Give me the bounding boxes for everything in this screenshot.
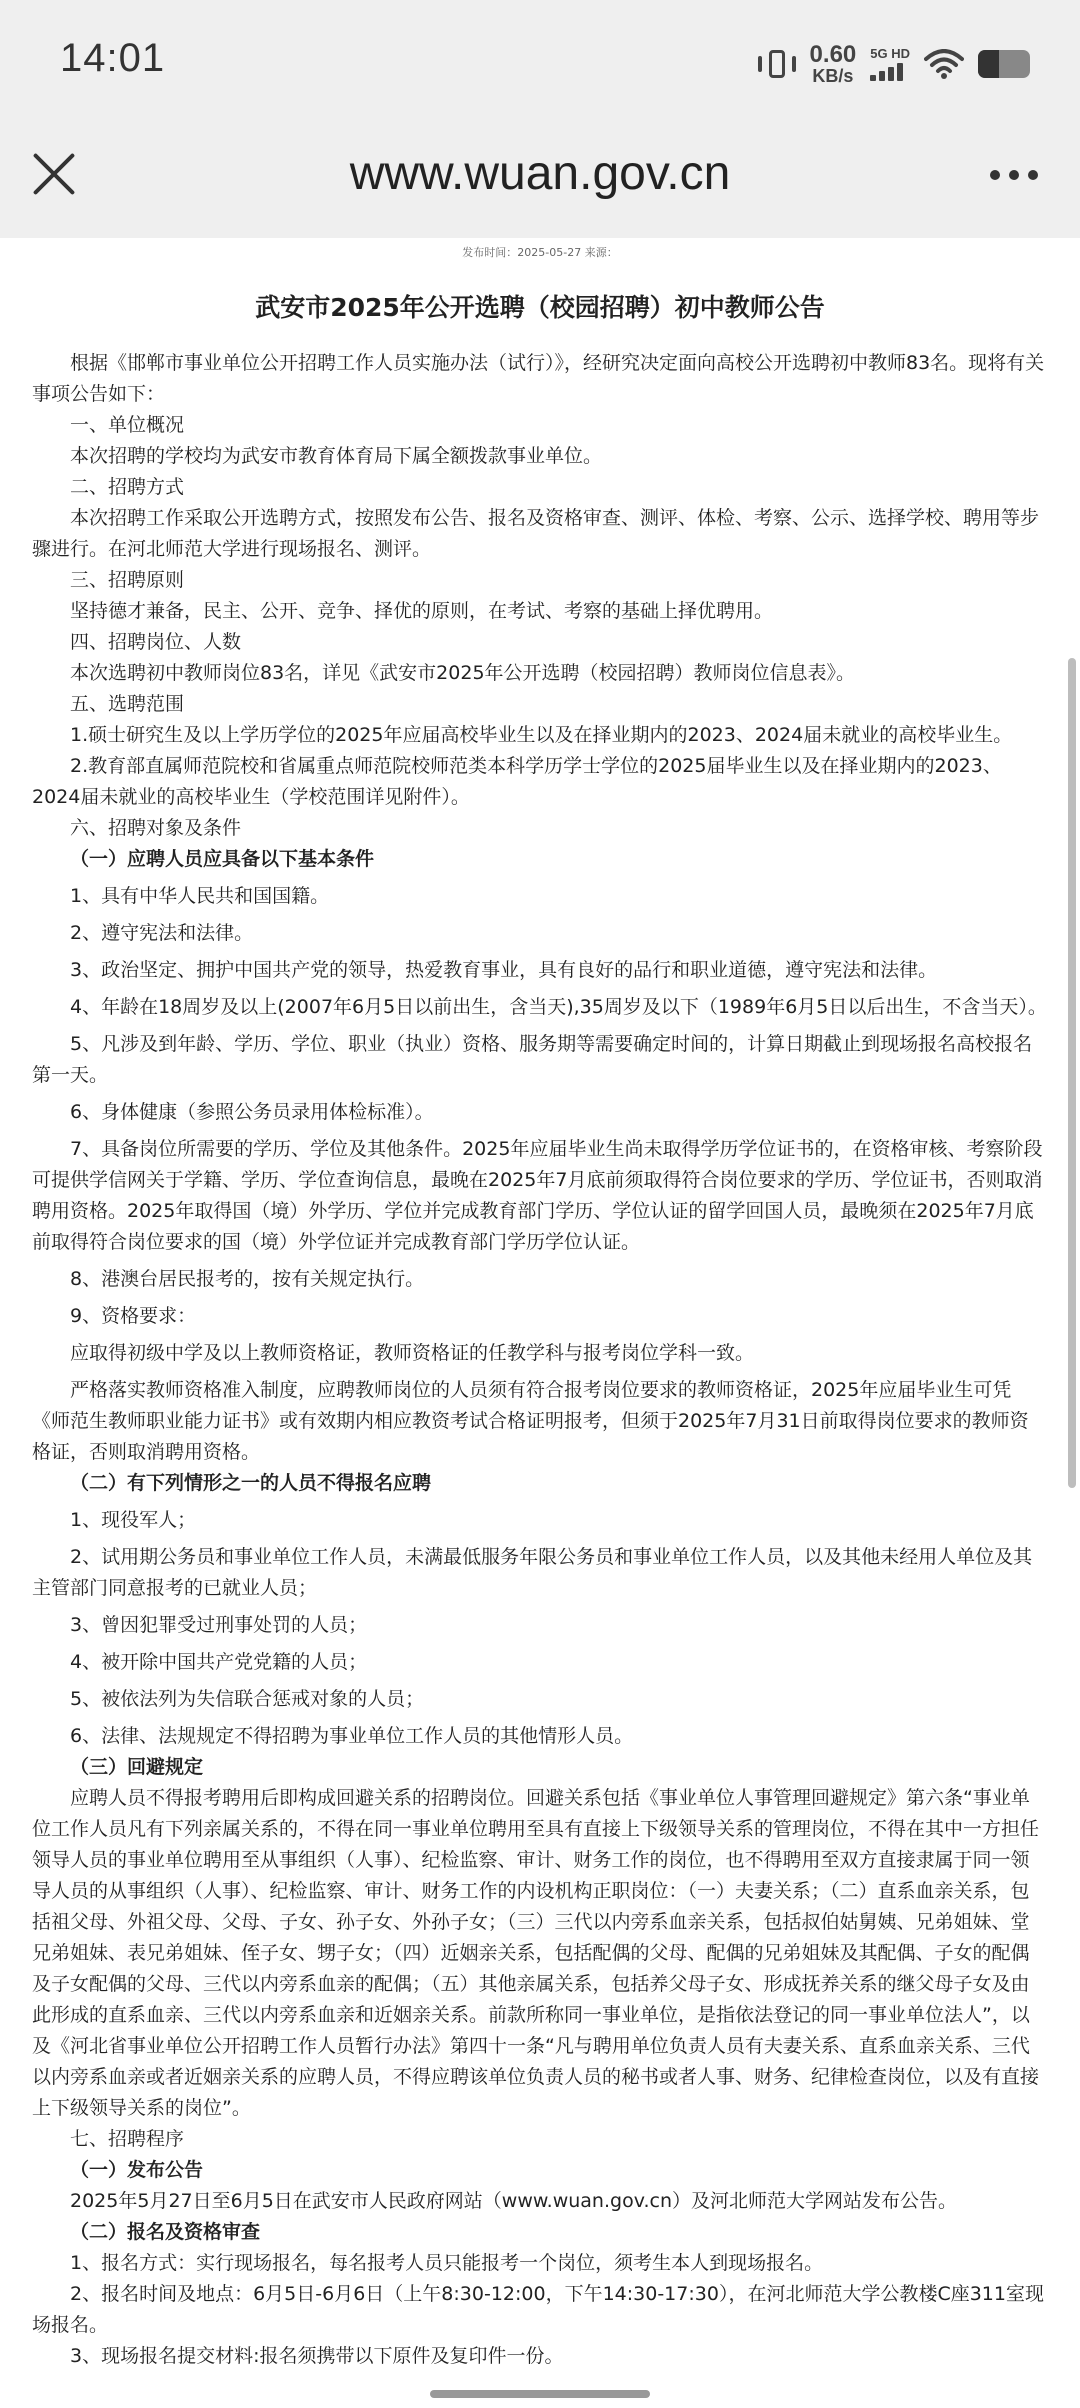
article-paragraph: 二、招聘方式 [70,476,185,498]
article-paragraph: 3、现场报名提交材料:报名须携带以下原件及复印件一份。 [70,2345,564,2367]
net-speed-unit: KB/s [812,66,854,86]
article-paragraph: 本次招聘的学校均为武安市教育体育局下属全额拨款事业单位。 [70,445,603,467]
article-view[interactable] [0,238,1080,2408]
article-paragraph: 应取得初级中学及以上教师资格证，教师资格证的任教学科与报考岗位学科一致。 [70,1342,755,1364]
article-paragraph: 8、港澳台居民报考的，按有关规定执行。 [70,1268,425,1290]
article-paragraph: 6、法律、法规规定不得招聘为事业单位工作人员的其他情形人员。 [70,1725,634,1747]
url-display[interactable]: www.wuan.gov.cn [349,147,731,200]
battery-icon [978,50,1030,78]
article-paragraph: 三、招聘原则 [70,569,185,591]
browser-toolbar [0,126,1080,238]
signal-icon [870,47,910,81]
article-paragraph: 坚持德才兼备，民主、公开、竞争、择优的原则，在考试、考察的基础上择优聘用。 [70,600,774,622]
article-paragraph: 3、曾因犯罪受过刑事处罚的人员； [70,1614,368,1636]
article-paragraph: 1、现役军人； [70,1509,197,1531]
article-paragraph: 7、具备岗位所需要的学历、学位及其他条件。2025年应届毕业生尚未取得学历学位证书的，在资格审核、考察阶段可提供学信网关于学籍、学历、学位查询信息，最晚在2025年7月底前须取得符合岗位要求的学历、学位证书，否则取消聘用资格。2025年取得国（境）外学历、学位并完成教育部门学历、学位认证的留学回国人员，最晚须在2025年7月底前取得符合岗位要求的国（境）外学位证并完成教育部门学历学位认证。 [32,1138,1043,1253]
article-body [32,348,1047,2372]
article-paragraph: 2025年5月27日至6月5日在武安市人民政府网站（www.wuan.gov.cn）及河北师范大学网站发布公告。 [70,2190,957,2212]
status-bar [0,0,1080,126]
battery-level [978,50,999,78]
article-paragraph: 1.硕士研究生及以上学历学位的2025年应届高校毕业生以及在择业期内的2023、2024届未就业的高校毕业生。 [70,724,1013,746]
article-paragraph: 4、被开除中国共产党党籍的人员； [70,1651,368,1673]
article-paragraph: 2、试用期公务员和事业单位工作人员，未满最低服务年限公务员和事业单位工作人员，以及其他未经用人单位及其主管部门同意报考的已就业人员； [32,1546,1033,1599]
article-meta: 发布时间：2025-05-27 来源： [462,246,618,259]
article-paragraph: 七、招聘程序 [70,2128,185,2150]
article-paragraph: （三）回避规定 [70,1756,204,1778]
article-paragraph: 根据《邯郸市事业单位公开招聘工作人员实施办法（试行）》，经研究决定面向高校公开选聘初中教师83名。现将有关事项公告如下： [32,352,1045,405]
signal-label: 5G HD [870,46,910,61]
article-paragraph: （二）报名及资格审查 [70,2221,261,2243]
vibrate-icon [758,47,796,81]
article-paragraph: 四、招聘岗位、人数 [70,631,242,653]
page-title: 武安市2025年公开选聘（校园招聘）初中教师公告 [255,293,825,322]
scrollbar[interactable] [1068,658,1076,1488]
article-paragraph: 2、报名时间及地点：6月5日-6月6日（上午8:30-12:00，下午14:30-17:30），在河北师范大学公教楼C座311室现场报名。 [32,2283,1044,2336]
article-paragraph: 6、身体健康（参照公务员录用体检标准）。 [70,1101,434,1123]
article-paragraph: 六、招聘对象及条件 [70,817,242,839]
home-indicator[interactable] [430,2390,650,2398]
article-paragraph: 本次选聘初中教师岗位83名，详见《武安市2025年公开选聘（校园招聘）教师岗位信息表》。 [70,662,856,684]
article-paragraph: 应聘人员不得报考聘用后即构成回避关系的招聘岗位。回避关系包括《事业单位人事管理回避规定》第六条“事业单位工作人员凡有下列亲属关系的，不得在同一事业单位聘用至具有直接上下级领导关系的管理岗位，不得在其中一方担任领导人员的事业单位聘用至从事组织（人事）、纪检监察、审计、财务工作的岗位，也不得聘用至双方直接隶属于同一领导人员的从事组织（人事）、纪检监察、审计、财务工作的内设机构正职岗位：（一）夫妻关系；（二）直系血亲关系，包括祖父母、外祖父母、父母、子女、孙子女、外孙子女；（三）三代以内旁系血亲关系，包括叔伯姑舅姨、兄弟姐妹、堂兄弟姐妹、表兄弟姐妹、侄子女、甥子女；（四）近姻亲关系，包括配偶的父母、配偶的兄弟姐妹及其配偶、子女的配偶及子女配偶的父母、三代以内旁系血亲的配偶；（五）其他亲属关系，包括养父母子女、形成抚养关系的继父母子女及由此形成的直系血亲、三代以内旁系血亲和近姻亲关系。前款所称同一事业单位，是指依法登记的同一事业单位法人”，以及《河北省事业单位公开招聘工作人员暂行办法》第四十一条“凡与聘用单位负责人员有夫妻关系、直系血亲关系、三代以内旁系血亲或者近姻亲关系的应聘人员，不得应聘该单位负责人员的秘书或者人事、财务、纪律检查岗位，以及有直接上下级领导关系的岗位”。 [32,1787,1040,2119]
article-paragraph: 2、遵守宪法和法律。 [70,922,254,944]
more-icon[interactable] [990,170,1038,180]
article-paragraph: 4、年龄在18周岁及以上(2007年6月5日以前出生，含当天),35周岁及以下（1989年6月5日以后出生，不含当天）。 [70,996,1047,1018]
article-paragraph: 1、具有中华人民共和国国籍。 [70,885,330,907]
article-paragraph: 3、政治坚定、拥护中国共产党的领导，热爱教育事业，具有良好的品行和职业道德，遵守宪法和法律。 [70,959,938,981]
article-paragraph: 2.教育部直属师范院校和省属重点师范院校师范类本科学历学士学位的2025届毕业生以及在择业期内的2023、2024届未就业的高校毕业生（学校范围详见附件）。 [32,755,1002,808]
wifi-icon [924,49,964,79]
clock: 14:01 [60,36,166,80]
article-paragraph: （一）发布公告 [70,2159,204,2181]
status-icons [758,38,1030,90]
article-paragraph: 严格落实教师资格准入制度，应聘教师岗位的人员须有符合报考岗位要求的教师资格证，2025年应届毕业生可凭《师范生教师职业能力证书》或有效期内相应教资考试合格证明报考，但须于2025年7月31日前取得岗位要求的教师资格证，否则取消聘用资格。 [32,1379,1029,1463]
network-speed [810,43,857,85]
article-paragraph: 五、选聘范围 [70,693,185,715]
article-paragraph: 5、凡涉及到年龄、学历、学位、职业（执业）资格、服务期等需要确定时间的，计算日期截止到现场报名高校报名第一天。 [32,1033,1033,1086]
article-paragraph: 一、单位概况 [70,414,185,436]
article-paragraph: （二）有下列情形之一的人员不得报名应聘 [70,1472,432,1494]
article-paragraph: 1、报名方式：实行现场报名，每名报考人员只能报考一个岗位，须考生本人到现场报名。 [70,2252,824,2274]
article-paragraph: （一）应聘人员应具备以下基本条件 [70,848,375,870]
article-paragraph: 本次招聘工作采取公开选聘方式，按照发布公告、报名及资格审查、测评、体检、考察、公示、选择学校、聘用等步骤进行。在河北师范大学进行现场报名、测评。 [32,507,1040,560]
article-paragraph: 9、资格要求： [70,1305,197,1327]
article-paragraph: 5、被依法列为失信联合惩戒对象的人员； [70,1688,425,1710]
net-speed-value: 0.60 [809,41,857,68]
